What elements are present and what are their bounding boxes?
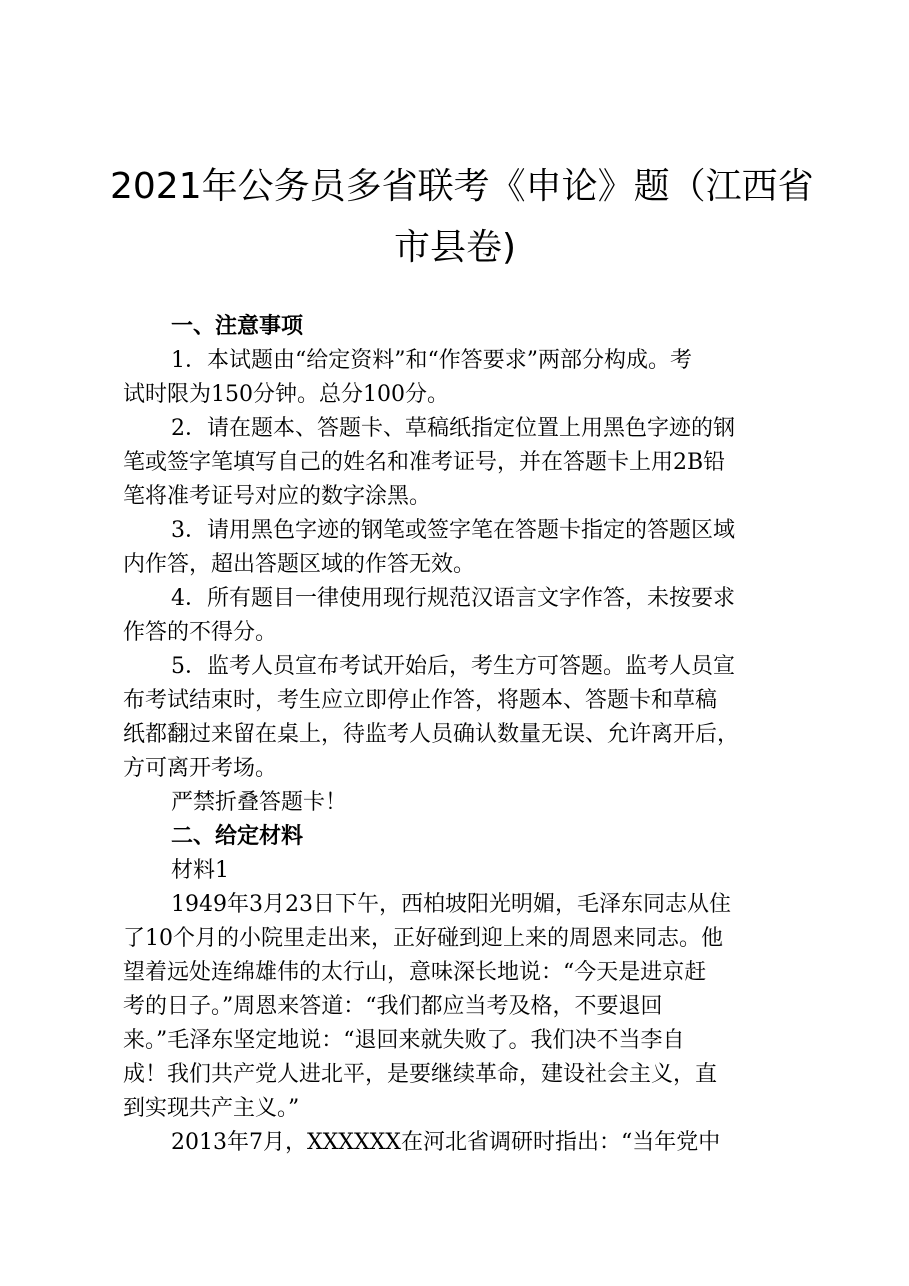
material-heading: 二、给定材料 (171, 824, 304, 849)
notice-line: 内作答，超出答题区域的作答无效。 (123, 552, 476, 577)
material-line: 考的日子。”周恩来答道：“我们都应当考及格，不要退回 (123, 994, 663, 1019)
material-line: 成！我们共产党人进北平，是要继续革命，建设社会主义，直 (123, 1062, 718, 1087)
notice-line: 纸都翻过来留在桌上，待监考人员确认数量无误、允许离开后， (123, 722, 740, 747)
notice-line: 笔或签字笔填写自己的姓名和准考证号，并在答题卡上用2B铅 (123, 450, 726, 475)
material-line: 来。”毛泽东坚定地说：“退回来就失败了。我们决不当李自 (123, 1028, 685, 1053)
notice-line: 严禁折叠答题卡！ (171, 790, 348, 815)
notice-line: 5．监考人员宣布考试开始后，考生方可答题。监考人员宣 (171, 654, 735, 679)
notice-line: 试时限为150分钟。总分100分。 (123, 382, 449, 407)
notice-line: 布考试结束时，考生应立即停止作答，将题本、答题卡和草稿 (123, 688, 718, 713)
notice-line: 笔将准考证号对应的数字涂黑。 (123, 484, 432, 509)
material-line: 2013年7月，XXXXXX在河北省调研时指出：“当年党中 (171, 1130, 721, 1155)
material-line: 了10个月的小院里走出来，正好碰到迎上来的周恩来同志。他 (123, 926, 723, 951)
material-line: 1949年3月23日下午，西柏坡阳光明媚，毛泽东同志从住 (171, 892, 731, 917)
notice-line: 1．本试题由“给定资料”和“作答要求”两部分构成。考 (171, 348, 692, 373)
notice-line: 方可离开考场。 (123, 756, 278, 781)
document-title-line-2: 市县卷) (393, 227, 517, 268)
notice-line: 2．请在题本、答题卡、草稿纸指定位置上用黑色字迹的钢 (171, 416, 735, 441)
notice-heading: 一、注意事项 (171, 314, 304, 339)
document-title-line-1: 2021年公务员多省联考《申论》题（江西省 (110, 166, 814, 207)
material-line: 望着远处连绵雄伟的太行山，意味深长地说：“今天是进京赶 (123, 960, 707, 985)
material-label: 材料1 (171, 858, 229, 883)
notice-line: 4．所有题目一律使用现行规范汉语言文字作答，未按要求 (171, 586, 735, 611)
notice-line: 3．请用黑色字迹的钢笔或签字笔在答题卡指定的答题区域 (171, 518, 735, 543)
notice-line: 作答的不得分。 (123, 620, 278, 645)
material-line: 到实现共产主义。” (123, 1096, 300, 1121)
